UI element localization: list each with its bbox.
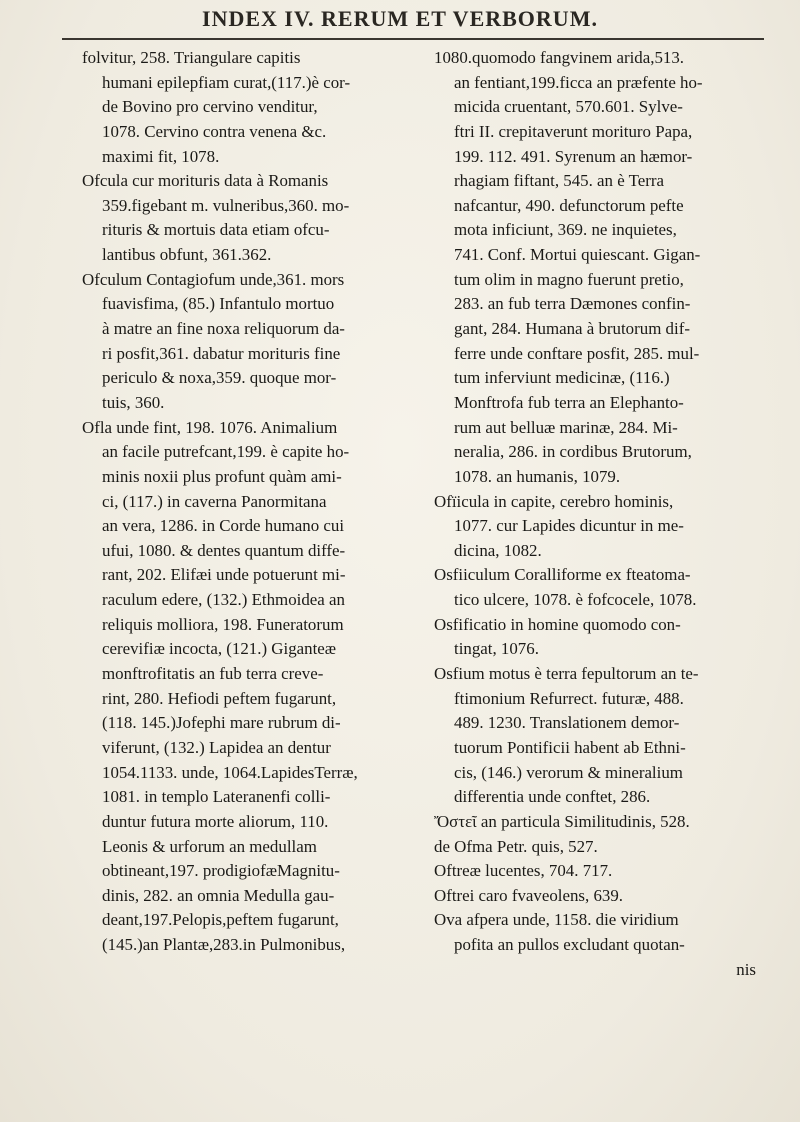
index-line: ci, (117.) in caverna Panormitana [102,491,327,511]
page-header: INDEX IV. RERUM ET VERBORUM. [202,6,598,31]
index-line: rituris & mortuis data etiam ofcu- [102,220,330,240]
index-line: 1078. an humanis, 1079. [454,466,621,486]
index-line: lantibus obfunt, 361.362. [102,245,272,265]
index-line: maximi fit, 1078. [102,146,220,166]
catchword: nis [736,959,756,979]
index-line: ferre unde conftare posfit, 285. mul- [454,343,700,363]
index-line: viferunt, (132.) Lapidea an dentur [102,737,331,757]
index-line: micida cruentant, 570.601. Sylve- [454,97,683,117]
index-line: duntur futura morte aliorum, 110. [102,811,329,831]
index-line: reliquis molliora, 198. Funeratorum [102,614,344,634]
index-line: 199. 112. 491. Syrenum an hæmor- [454,146,693,166]
index-line: (145.)an Plantæ,283.in Pulmonibus, [102,935,346,955]
index-line: an facile putrefcant,199. è capite ho- [102,442,350,462]
index-line: 741. Conf. Mortui quiescant. Gigan- [454,245,701,265]
index-line: 1078. Cervino contra venena &c. [102,121,327,141]
index-line: cerevifiæ incocta, (121.) Giganteæ [102,639,337,659]
index-line: folvitur, 258. Triangulare capitis [82,48,301,67]
index-line: tingat, 1076. [454,639,539,659]
index-line: rhagiam fiftant, 545. an è Terra [454,171,665,191]
left-column [82,46,410,958]
index-line: tico ulcere, 1078. è fofcocele, 1078. [454,590,697,610]
index-line: Leonis & urforum an medullam [102,836,317,856]
index-line: rant, 202. Elifæi unde potuerunt mi- [102,565,346,585]
index-entry: Osfiiculum Coralliforme ex fteatoma- [434,565,691,585]
index-line: fuavisfima, (85.) Infantulo mortuo [102,294,335,314]
index-line: gant, 284. Humana à brutorum dif- [454,319,690,339]
index-line: periculo & noxa,359. quoque mor- [102,368,337,388]
index-entry: Ofïicula in capite, cerebro hominis, [434,491,674,511]
index-line: 1081. in templo Lateranenfi colli- [102,787,331,807]
index-line: raculum edere, (132.) Ethmoidea an [102,590,345,610]
index-entry: Oftreæ lucentes, 704. 717. [434,861,613,881]
index-line: dicina, 1082. [454,540,542,560]
index-line: de Bovino pro cervino venditur, [102,97,318,117]
index-line: (118. 145.)Jofephi mare rubrum di- [102,713,341,733]
index-line: obtineant,197. prodigiofæMagnitu- [102,861,340,881]
right-column [434,46,762,982]
index-line: humani epilepfiam curat,(117.)è cor- [102,72,351,92]
index-line: nafcantur, 490. defunctorum pefte [454,195,684,215]
index-entry: Ofla unde fint, 198. 1076. Animalium [82,417,338,437]
index-line: ftri II. crepitaverunt morituro Papa, [454,121,693,141]
index-line: dinis, 282. an omnia Medulla gau- [102,885,335,905]
index-entry: Ὄστεῖ an particula Similitudinis, 528. [434,811,690,831]
index-line: cis, (146.) verorum & mineralium [454,762,683,782]
index-line: tum inferviunt medicinæ, (116.) [454,368,670,388]
index-line: monftrofitatis an fub terra creve- [102,664,324,684]
index-line: tuorum Pontificii habent ab Ethni- [454,737,686,757]
index-entry: Ofculum Contagiofum unde,361. mors [82,269,345,289]
index-line: 283. an fub terra Dæmones confin- [454,294,691,314]
index-entry: Osfificatio in homine quomodo con- [434,614,681,634]
index-line: Monftrofa fub terra an Elephanto- [454,392,684,412]
index-entry: Ofcula cur morituris data à Romanis [82,171,329,191]
index-line: 1054.1133. unde, 1064.LapidesTerræ, [102,762,358,782]
index-line: an vera, 1286. in Corde humano cui [102,516,345,536]
index-line: ufui, 1080. & dentes quantum diffe- [102,540,346,560]
index-line: tum olim in magno fuerunt pretio, [454,269,684,289]
index-entry: Osfium motus è terra fepultorum an te- [434,664,699,684]
index-entry: Oftrei caro fvaveolens, 639. [434,885,624,905]
index-line: neralia, 286. in cordibus Brutorum, [454,442,692,462]
index-line: 1080.quomodo fangvinem arida,513. [434,48,685,67]
index-line: ri posfit,361. dabatur morituris fine [102,343,341,363]
index-entry: Ova afpera unde, 1158. die viridium [434,910,679,930]
index-line: ftimonium Refurrect. futuræ, 488. [454,688,684,708]
index-line: mota inficiunt, 369. ne inquietes, [454,220,677,240]
index-line: 1077. cur Lapides dicuntur in me- [454,516,684,536]
index-line: à matre an fine noxa reliquorum da- [102,319,345,339]
index-line: 359.figebant m. vulneribus,360. mo- [102,195,350,215]
index-line: tuis, 360. [102,392,165,412]
index-line: an fentiant,199.ficca an præfente ho- [454,72,703,92]
index-line: rint, 280. Hefiodi peftem fugarunt, [102,688,337,708]
index-line: rum aut belluæ marinæ, 284. Mi- [454,417,678,437]
index-line: differentia unde conftet, 286. [454,787,651,807]
index-entry: de Ofma Petr. quis, 527. [434,836,598,856]
index-line: 489. 1230. Translationem demor- [454,713,680,733]
index-line: pofita an pullos excludant quotan- [454,935,685,955]
index-line: deant,197.Pelopis,peftem fugarunt, [102,910,339,930]
header-rule [62,38,764,40]
index-line: minis noxii plus profunt quàm ami- [102,466,342,486]
